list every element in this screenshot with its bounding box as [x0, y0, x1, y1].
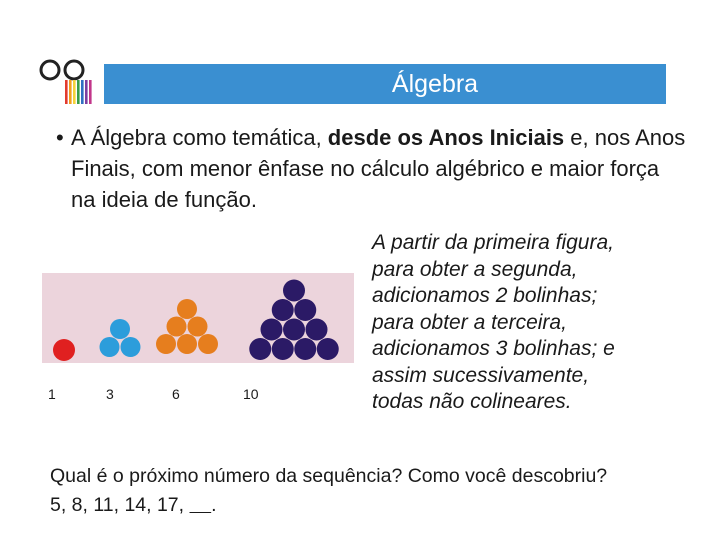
figure-label-1: 1 — [48, 386, 56, 402]
bullet-text-start: A Álgebra como temática, — [71, 125, 328, 150]
question-line-2 — [50, 491, 710, 520]
bullet-marker: • — [56, 125, 64, 150]
figure-label-6: 6 — [172, 386, 180, 402]
figure-label-3: 3 — [106, 386, 114, 402]
explanation-line: A partir da primeira figura, — [372, 231, 614, 254]
figure-label-10: 10 — [243, 386, 259, 402]
bullet-text-end: e, nos Anos Finais, com menor ênfase no cálculo algébrico e maior força na ideia de função. — [71, 125, 686, 212]
title-bar — [104, 64, 666, 104]
explanation-line: para obter a segunda, — [372, 257, 578, 281]
sequence-text: 5, 8, 11, 14, 17, — [50, 494, 190, 516]
figure-background — [42, 273, 354, 363]
explanation-line: adicionamos 2 bolinhas; — [372, 284, 598, 307]
co-stripes-logo-icon — [38, 56, 92, 106]
question-text — [50, 462, 710, 520]
explanation-line: todas não colineares. — [372, 390, 572, 413]
explanation-text — [372, 230, 692, 416]
explanation-line: adicionamos 3 bolinhas; e — [372, 337, 615, 360]
bullet-text-bold: desde os Anos Iniciais — [327, 125, 565, 150]
bullet-paragraph — [46, 122, 686, 215]
question-line-1: Qual é o próximo número da sequência? Como você descobriu? — [50, 465, 608, 487]
sequence-end: . — [211, 494, 217, 516]
answer-blank — [190, 494, 212, 516]
page-title: Álgebra — [391, 70, 479, 98]
explanation-line: assim sucessivamente, — [372, 363, 590, 387]
explanation-line: para obter a terceira, — [372, 310, 567, 334]
bullet-text — [71, 122, 686, 215]
